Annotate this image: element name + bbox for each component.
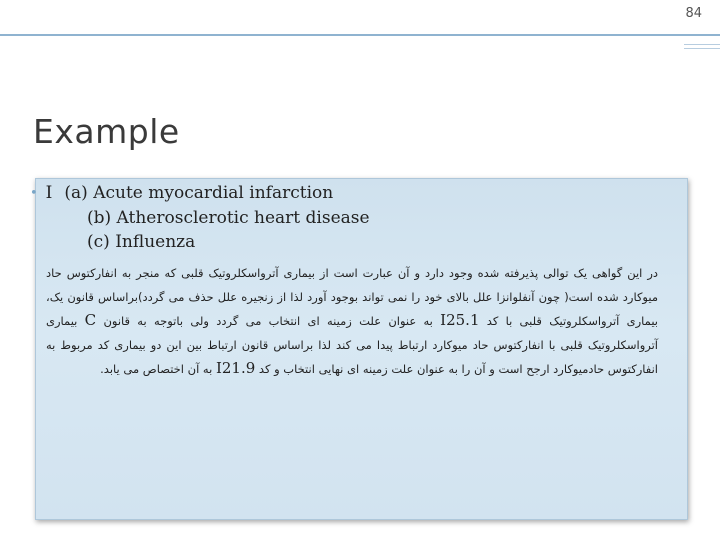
bullet-item-c: (c) Influenza [87, 232, 196, 252]
corner-mark [684, 44, 720, 45]
slide-title: Example [33, 112, 180, 151]
paragraph-text-2: به عنوان علت زمینه ای انتخاب می گردد ولی باتوجه به قانون [103, 314, 433, 328]
icd-code-i25-1: I25.1 [440, 311, 480, 329]
bullet-dot-icon: • [30, 186, 38, 201]
bullet-item-b: (b) Atherosclerotic heart disease [87, 208, 370, 228]
paragraph-text-3: بیماری آترواسکلروتیک قلبی با انفارکتوس حاد میوکارد ارتباط پیدا می کند لذا براساس قانون ارتباط بین این دو بیماری کد مربوط به انفارکتوس حادمیوکارد ارجح است و آن را به عنوان علت زمینه ای نهایی انتخاب و کد [46, 314, 658, 376]
paragraph-text-1: در این گواهی یک توالی پذیرفته شده وجود دارد و آن عبارت است از بیماری آترواسکلروتیک قلبی که منجر به انفارکتوس حاد میوکارد شده است( چون آنفلوانزا علل بالای خود را نمی تواند بوجود آورد لذا از زنجیره علل حذف می گردد)براساس قانون یک، بیماری آترواسکلروتیک قلبی با کد [46, 266, 658, 328]
bullet-list [30, 181, 630, 254]
icd-code-i21-9: I21.9 [215, 359, 256, 377]
bullet-item-a: (a) Acute myocardial infarction [64, 183, 334, 203]
rtl-paragraph [46, 262, 658, 382]
rule-c-label: C [84, 311, 97, 329]
paragraph-text-4: به آن اختصاص می یابد. [100, 362, 213, 376]
bullet-letter: I [45, 183, 53, 203]
corner-mark [684, 48, 720, 49]
top-divider [0, 34, 720, 36]
page-number: 84 [685, 6, 702, 21]
bullet-row [30, 181, 630, 206]
